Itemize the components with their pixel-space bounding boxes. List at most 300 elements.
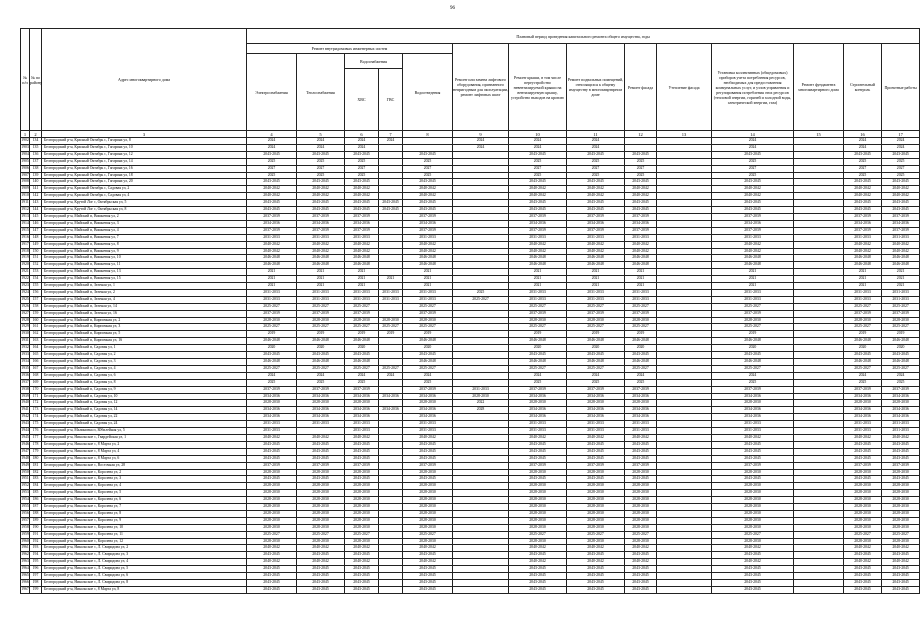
- row-number: 1941: [21, 407, 30, 414]
- district-number: 193: [30, 545, 42, 552]
- period-cell: [657, 283, 712, 290]
- period-cell: [379, 310, 403, 317]
- period-cell: 2043-2045: [247, 207, 297, 214]
- period-cell: 2025-2027: [844, 531, 882, 538]
- district-number: 199: [30, 586, 42, 593]
- period-cell: 2040-2042: [882, 241, 920, 248]
- period-cell: [657, 524, 712, 531]
- period-cell: [657, 462, 712, 469]
- period-cell: 2043-2045: [625, 151, 657, 158]
- period-cell: 2043-2045: [247, 151, 297, 158]
- period-cell: 2043-2045: [345, 552, 379, 559]
- period-cell: 2034-2036: [297, 220, 345, 227]
- period-cell: [657, 510, 712, 517]
- period-cell: 2025: [712, 379, 794, 386]
- period-cell: [657, 213, 712, 220]
- period-cell: 2031-2033: [403, 289, 453, 296]
- period-cell: 2025: [567, 158, 625, 165]
- page-number: 96: [450, 6, 455, 11]
- period-cell: [453, 151, 509, 158]
- period-cell: 2037-2039: [345, 310, 379, 317]
- period-cell: 2040-2042: [403, 545, 453, 552]
- period-cell: [794, 476, 844, 483]
- period-cell: 2034-2036: [345, 393, 379, 400]
- period-cell: 2046-2048: [625, 338, 657, 345]
- period-cell: 2046-2048: [297, 262, 345, 269]
- period-cell: [794, 165, 844, 172]
- period-cell: [794, 448, 844, 455]
- period-cell: [379, 490, 403, 497]
- period-cell: [453, 580, 509, 587]
- period-cell: 2028-2030: [247, 317, 297, 324]
- district-number: 184: [30, 483, 42, 490]
- period-cell: 2024: [844, 138, 882, 145]
- period-cell: 2043-2045: [345, 448, 379, 455]
- period-cell: 2043-2045: [567, 207, 625, 214]
- table-row: [21, 331, 920, 338]
- period-cell: [379, 497, 403, 504]
- period-cell: 2043-2045: [844, 573, 882, 580]
- period-cell: 2037-2039: [403, 386, 453, 393]
- period-cell: 2021: [712, 283, 794, 290]
- period-cell: 2043-2045: [379, 200, 403, 207]
- period-cell: 2021: [345, 269, 379, 276]
- period-cell: [379, 269, 403, 276]
- period-cell: 2040-2042: [247, 434, 297, 441]
- period-cell: 2031-2033: [297, 421, 345, 428]
- period-cell: [379, 303, 403, 310]
- period-cell: 2034-2036: [712, 220, 794, 227]
- period-cell: 2043-2045: [712, 552, 794, 559]
- period-cell: 2034-2036: [844, 407, 882, 414]
- district-number: 136: [30, 151, 42, 158]
- period-cell: 2024: [882, 372, 920, 379]
- header-cold-water: ХВС: [345, 69, 379, 131]
- period-cell: [657, 276, 712, 283]
- row-number: 1964: [21, 566, 30, 573]
- address-cell: Белгородский р-н, Майский п, Садовая ул, 12: [42, 400, 247, 407]
- period-cell: 2040-2042: [297, 186, 345, 193]
- period-cell: 2028-2030: [345, 510, 379, 517]
- row-number: 1960: [21, 538, 30, 545]
- period-cell: 2027: [247, 165, 297, 172]
- period-cell: [453, 193, 509, 200]
- period-cell: [657, 455, 712, 462]
- period-cell: 2028-2030: [297, 497, 345, 504]
- table-row: [21, 289, 920, 296]
- period-cell: 2025-2027: [379, 365, 403, 372]
- period-cell: 2020: [882, 345, 920, 352]
- period-cell: 2025: [453, 289, 509, 296]
- period-cell: 2021: [379, 276, 403, 283]
- period-cell: 2043-2045: [567, 441, 625, 448]
- row-number: 1910: [21, 193, 30, 200]
- period-cell: 2024: [509, 138, 567, 145]
- period-cell: 2043-2045: [844, 552, 882, 559]
- period-cell: [453, 559, 509, 566]
- period-cell: 2028-2030: [509, 504, 567, 511]
- period-cell: 2034-2036: [345, 414, 379, 421]
- period-cell: 2031-2033: [379, 296, 403, 303]
- period-cell: 2019: [712, 331, 794, 338]
- period-cell: 2037-2039: [509, 462, 567, 469]
- period-cell: 2031-2033: [509, 421, 567, 428]
- period-cell: 2034-2036: [509, 220, 567, 227]
- period-cell: 2031-2033: [567, 234, 625, 241]
- period-cell: 2034-2036: [567, 220, 625, 227]
- period-cell: 2028-2030: [453, 393, 509, 400]
- district-number: 169: [30, 379, 42, 386]
- period-cell: 2031-2033: [567, 428, 625, 435]
- period-cell: 2031-2033: [882, 289, 920, 296]
- period-cell: 2024: [453, 144, 509, 151]
- period-cell: 2025-2027: [712, 531, 794, 538]
- period-cell: 2024: [247, 138, 297, 145]
- period-cell: [794, 538, 844, 545]
- period-cell: 2028-2030: [567, 469, 625, 476]
- period-cell: 2043-2045: [567, 200, 625, 207]
- period-cell: 2043-2045: [345, 566, 379, 573]
- address-cell: Белгородский р-н, Майский п, Садовая ул, 9: [42, 386, 247, 393]
- period-cell: 2040-2042: [567, 248, 625, 255]
- table-row: [21, 324, 920, 331]
- period-cell: 2043-2045: [345, 151, 379, 158]
- period-cell: 2024: [379, 138, 403, 145]
- row-number: 1930: [21, 331, 30, 338]
- period-cell: 2025: [345, 172, 379, 179]
- period-cell: [379, 172, 403, 179]
- period-cell: 2040-2042: [509, 434, 567, 441]
- district-number: 191: [30, 531, 42, 538]
- period-cell: 2043-2045: [844, 151, 882, 158]
- period-cell: 2046-2048: [712, 359, 794, 366]
- period-cell: 2028-2030: [567, 317, 625, 324]
- district-number: 135: [30, 144, 42, 151]
- period-cell: 2024: [509, 144, 567, 151]
- period-cell: [794, 310, 844, 317]
- period-cell: 2031-2033: [247, 296, 297, 303]
- period-cell: [794, 414, 844, 421]
- period-cell: [379, 386, 403, 393]
- period-cell: 2028-2030: [882, 469, 920, 476]
- period-cell: 2021: [882, 269, 920, 276]
- table-row: [21, 248, 920, 255]
- district-number: 146: [30, 220, 42, 227]
- address-cell: Белгородский р-н, Никольское с, Л. Свиридова ул, 8: [42, 580, 247, 587]
- row-number: 1909: [21, 186, 30, 193]
- period-cell: 2046-2048: [297, 338, 345, 345]
- period-cell: 2024: [712, 372, 794, 379]
- period-cell: 2037-2039: [844, 213, 882, 220]
- period-cell: [794, 524, 844, 531]
- period-cell: 2043-2045: [247, 448, 297, 455]
- period-cell: [657, 310, 712, 317]
- period-cell: 2031-2033: [625, 296, 657, 303]
- period-cell: 2025-2027: [712, 303, 794, 310]
- period-cell: 2025-2027: [509, 531, 567, 538]
- period-cell: [794, 269, 844, 276]
- period-cell: [379, 338, 403, 345]
- period-cell: 2025: [247, 172, 297, 179]
- period-cell: 2040-2042: [844, 248, 882, 255]
- period-cell: 2028-2030: [509, 483, 567, 490]
- period-cell: 2040-2042: [297, 434, 345, 441]
- period-cell: 2024: [882, 144, 920, 151]
- period-cell: 2040-2042: [712, 241, 794, 248]
- period-cell: 2028-2030: [403, 400, 453, 407]
- period-cell: 2043-2045: [712, 207, 794, 214]
- period-cell: [453, 338, 509, 345]
- period-cell: 2021: [844, 269, 882, 276]
- period-cell: 2040-2042: [403, 248, 453, 255]
- period-cell: [379, 504, 403, 511]
- period-cell: 2034-2036: [712, 407, 794, 414]
- period-cell: 2028-2030: [712, 510, 794, 517]
- table-row: [21, 207, 920, 214]
- period-cell: 2021: [625, 269, 657, 276]
- period-cell: [379, 283, 403, 290]
- period-cell: 2037-2039: [844, 227, 882, 234]
- address-cell: Белгородский р-н, Майский п, Садовая ул, 24: [42, 421, 247, 428]
- period-cell: [453, 421, 509, 428]
- period-cell: 2043-2045: [345, 586, 379, 593]
- period-cell: 2040-2042: [345, 559, 379, 566]
- period-cell: 2043-2045: [403, 573, 453, 580]
- period-cell: 2043-2045: [567, 179, 625, 186]
- period-cell: [657, 566, 712, 573]
- period-cell: 2043-2045: [247, 200, 297, 207]
- period-cell: 2028-2030: [345, 490, 379, 497]
- period-cell: [794, 172, 844, 179]
- period-cell: [379, 580, 403, 587]
- period-cell: [453, 490, 509, 497]
- period-cell: 2037-2039: [345, 227, 379, 234]
- period-cell: 2040-2042: [403, 559, 453, 566]
- row-number: 1955: [21, 504, 30, 511]
- address-cell: Белгородский р-н, Майский п, Зеленая ул, 16: [42, 310, 247, 317]
- period-cell: 2037-2039: [567, 227, 625, 234]
- period-cell: 2028-2030: [625, 317, 657, 324]
- period-cell: 2040-2042: [567, 434, 625, 441]
- period-cell: 2031-2033: [297, 296, 345, 303]
- period-cell: 2025-2027: [844, 324, 882, 331]
- period-cell: [794, 359, 844, 366]
- period-cell: 2025-2027: [379, 324, 403, 331]
- period-cell: 2037-2039: [247, 227, 297, 234]
- period-cell: 2031-2033: [567, 421, 625, 428]
- period-cell: [794, 207, 844, 214]
- period-cell: 2043-2045: [844, 179, 882, 186]
- table-row: [21, 386, 920, 393]
- district-number: 171: [30, 393, 42, 400]
- period-cell: 2019: [297, 331, 345, 338]
- period-cell: [657, 497, 712, 504]
- period-cell: 2043-2045: [712, 476, 794, 483]
- period-cell: 2043-2045: [844, 200, 882, 207]
- row-number: 1939: [21, 393, 30, 400]
- period-cell: [794, 179, 844, 186]
- period-cell: 2034-2036: [403, 414, 453, 421]
- period-cell: 2037-2039: [567, 213, 625, 220]
- period-cell: 2043-2045: [297, 200, 345, 207]
- period-cell: [657, 241, 712, 248]
- table-row: [21, 414, 920, 421]
- period-cell: 2028-2030: [403, 524, 453, 531]
- period-cell: 2027: [345, 165, 379, 172]
- period-cell: 2043-2045: [567, 586, 625, 593]
- period-cell: [379, 345, 403, 352]
- period-cell: 2025-2027: [712, 365, 794, 372]
- row-number: 1913: [21, 213, 30, 220]
- period-cell: 2043-2045: [345, 207, 379, 214]
- period-cell: 2034-2036: [844, 220, 882, 227]
- address-cell: Белгородский р-н, Красный Октябрь с, Гагарина ул, 12: [42, 151, 247, 158]
- period-cell: 2040-2042: [297, 248, 345, 255]
- period-cell: 2028-2030: [297, 510, 345, 517]
- period-cell: [625, 138, 657, 145]
- period-cell: [379, 234, 403, 241]
- period-cell: 2043-2045: [509, 448, 567, 455]
- period-cell: 2043-2045: [712, 580, 794, 587]
- table-row: [21, 504, 920, 511]
- address-cell: Белгородский р-н, Никольское с, Королева ул, 10: [42, 524, 247, 531]
- period-cell: 2034-2036: [403, 407, 453, 414]
- period-cell: 2024: [844, 144, 882, 151]
- address-cell: Белгородский р-н, Красный Октябрь с, Садовая ул, 2: [42, 186, 247, 193]
- period-cell: 2024: [247, 372, 297, 379]
- period-cell: 2025-2027: [247, 324, 297, 331]
- period-cell: 2028-2030: [297, 517, 345, 524]
- period-cell: [657, 144, 712, 151]
- district-number: 153: [30, 269, 42, 276]
- period-cell: [453, 317, 509, 324]
- period-cell: 2025: [625, 158, 657, 165]
- period-cell: [657, 400, 712, 407]
- period-cell: 2028-2030: [345, 400, 379, 407]
- column-number: 15: [794, 131, 844, 138]
- period-cell: [794, 559, 844, 566]
- district-number: 197: [30, 573, 42, 580]
- period-cell: 2043-2045: [403, 552, 453, 559]
- period-cell: 2040-2042: [882, 559, 920, 566]
- address-cell: Белгородский р-н, Майский п, Зеленая ул, 14: [42, 303, 247, 310]
- period-cell: 2021: [567, 276, 625, 283]
- period-cell: 2040-2042: [297, 545, 345, 552]
- period-cell: [379, 510, 403, 517]
- period-cell: [453, 213, 509, 220]
- period-cell: 2040-2042: [844, 186, 882, 193]
- header-basement: Ремонт подвальных помещений, относящихся к общему имуществу в многоквартирном доме: [567, 44, 625, 131]
- period-cell: 2046-2048: [509, 338, 567, 345]
- period-cell: 2024: [567, 372, 625, 379]
- period-cell: 2043-2045: [403, 207, 453, 214]
- header-construction-control: Строительный контроль: [844, 44, 882, 131]
- period-cell: 2043-2045: [625, 352, 657, 359]
- header-meters: Установка коллективных (общедомовых) приборов учета потребления ресурсов, необходимых для предоставления коммунальных услуг, и узлов управления и регулирования потребления этих ресурсов (тепловой энергии, горячей и холодной воды, электрической энергии, газа): [712, 44, 794, 131]
- period-cell: 2024: [403, 372, 453, 379]
- table-row: [21, 179, 920, 186]
- period-cell: [657, 158, 712, 165]
- period-cell: 2019: [567, 331, 625, 338]
- period-cell: [379, 421, 403, 428]
- period-cell: 2043-2045: [247, 441, 297, 448]
- address-cell: Белгородский р-н, Майский п, Садовая ул, 10: [42, 393, 247, 400]
- period-cell: 2046-2048: [567, 262, 625, 269]
- period-cell: 2025: [882, 172, 920, 179]
- period-cell: 2028-2030: [625, 517, 657, 524]
- row-number: 1950: [21, 469, 30, 476]
- period-cell: [657, 186, 712, 193]
- period-cell: 2043-2045: [509, 207, 567, 214]
- period-cell: 2028-2030: [625, 490, 657, 497]
- district-number: 177: [30, 434, 42, 441]
- district-number: 141: [30, 186, 42, 193]
- period-cell: 2031-2033: [844, 296, 882, 303]
- period-cell: [453, 207, 509, 214]
- period-cell: 2028-2030: [625, 497, 657, 504]
- period-cell: [794, 338, 844, 345]
- period-cell: 2021: [625, 283, 657, 290]
- period-cell: 2031-2033: [712, 289, 794, 296]
- period-cell: [453, 345, 509, 352]
- period-cell: [379, 213, 403, 220]
- period-cell: 2028-2030: [247, 469, 297, 476]
- header-period-group: Плановый период проведения капитального ремонта общего имущества, годы: [247, 29, 920, 44]
- row-number: 1904: [21, 151, 30, 158]
- period-cell: [379, 248, 403, 255]
- period-cell: 2043-2045: [247, 586, 297, 593]
- period-cell: 2028-2030: [247, 497, 297, 504]
- table-row: [21, 372, 920, 379]
- period-cell: 2043-2045: [345, 573, 379, 580]
- address-cell: Белгородский р-н, Никольское с, Л. Свиридова ул, 4: [42, 559, 247, 566]
- period-cell: 2043-2045: [712, 448, 794, 455]
- period-cell: 2046-2048: [567, 255, 625, 262]
- period-cell: 2046-2048: [625, 255, 657, 262]
- row-number: 1938: [21, 386, 30, 393]
- period-cell: 2031-2033: [247, 428, 297, 435]
- period-cell: [657, 331, 712, 338]
- period-cell: 2031-2033: [403, 296, 453, 303]
- period-cell: 2025-2027: [625, 365, 657, 372]
- district-number: 138: [30, 165, 42, 172]
- period-cell: 2043-2045: [297, 573, 345, 580]
- table-row: [21, 338, 920, 345]
- period-cell: 2043-2045: [712, 573, 794, 580]
- header-electric: Электроснабжения: [247, 54, 297, 131]
- period-cell: [794, 345, 844, 352]
- period-cell: [453, 283, 509, 290]
- period-cell: 2027: [297, 165, 345, 172]
- column-number: 8: [403, 131, 453, 138]
- period-cell: [379, 552, 403, 559]
- period-cell: [794, 144, 844, 151]
- period-cell: 2028-2030: [712, 517, 794, 524]
- period-cell: 2031-2033: [844, 421, 882, 428]
- period-cell: [657, 151, 712, 158]
- period-cell: 2034-2036: [403, 393, 453, 400]
- period-cell: 2034-2036: [844, 414, 882, 421]
- period-cell: [657, 165, 712, 172]
- row-number: 1915: [21, 227, 30, 234]
- period-cell: 2028-2030: [712, 524, 794, 531]
- table-row: [21, 276, 920, 283]
- period-cell: 2025-2027: [345, 303, 379, 310]
- row-number: 1923: [21, 283, 30, 290]
- period-cell: [657, 372, 712, 379]
- period-cell: 2028-2030: [567, 524, 625, 531]
- table-row: [21, 158, 920, 165]
